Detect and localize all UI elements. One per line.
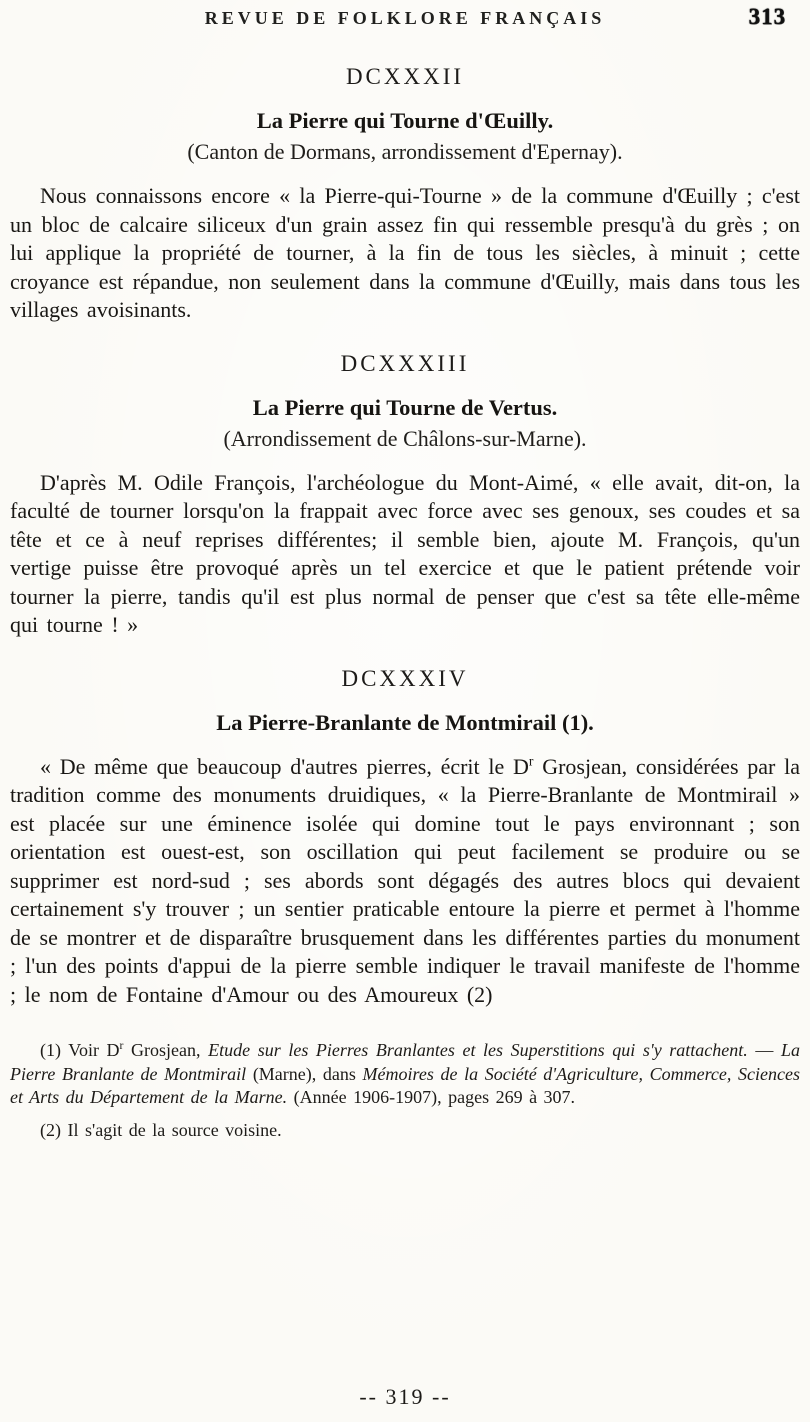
section-dcxxxiii (10, 351, 800, 640)
footnote-work-title: Etude sur les Pierres Branlantes et les Superstitions qui s'y rattachent. (208, 1040, 748, 1060)
section-title: La Pierre qui Tourne de Vertus. (252, 394, 558, 420)
footnote-text: (Marne), dans (246, 1063, 363, 1084)
header-page-number: 313 (748, 4, 786, 29)
footnote-1 (10, 1039, 800, 1110)
footnote-work-title: Mémoires de la Société d'Agriculture, Commerce, Sciences et Arts du Département de la Marne. (10, 1063, 800, 1107)
footnotes-block (10, 1039, 800, 1142)
section-subtitle: (Canton de Dormans, arrondissement d'Epernay). (187, 139, 623, 164)
footnote-text: Grosjean, (123, 1040, 209, 1060)
section-title: La Pierre qui Tourne d'Œuilly. (256, 108, 554, 133)
superscript-r: r (119, 1039, 124, 1052)
superscript-r: r (528, 753, 534, 769)
paragraph: D'après M. Odile François, l'archéologue du Mont-Aimé, « elle avait, dit-on, la faculté de tourner lorsqu'on la frappait avec force avec ses genoux, ses coudes et sa tête et ce à neuf reprises différentes; il semble bien, ajoute M. François, qu'un vertige puisse être provoqué après un tel exercice et que le patient prétende voir tourner la pierre, tandis qu'il est plus normal de penser que c'est sa tête elle-même qui tourne ! » (10, 469, 800, 637)
running-header (10, 4, 800, 38)
section-dcxxxiv (10, 666, 800, 1010)
footnote-text: — (747, 1040, 781, 1060)
paragraph-text: Grosjean, considérées par la tradition comme des monuments druidiques, « la Pierre-Branlante de Montmirail » est placée sur une éminence isolée qui domine tout le pays environnant ; son orientation est ouest-est, son oscillation qui peut facilement se produire ou se supprimer est nord-sud ; ses abords sont dégagés des autres blocs qui devaient certainement s'y trouver ; un sentier praticable entoure la pierre et permet à l'homme de se montrer et de disparaître brusquement dans les différentes parties du monument ; l'un des points d'appui de la pierre semble indiquer le travail manifeste de l'homme ; le nom de Fontaine d'Amour ou des Amoureux (2) (10, 753, 800, 1007)
paragraph: Nous connaissons encore « la Pierre-qui-Tourne » de la commune d'Œuilly ; c'est un bloc de calcaire siliceux d'un grain assez fin qui ressemble presqu'à du grès ; on lui applique la propriété de tourner, à la fin de tous les siècles, à minuit ; cette croyance est répandue, non seulement dans la commune d'Œuilly, mais dans tous les villages avoisinants. (10, 183, 800, 322)
footnote-text: (Année 1906-1907), pages 269 à 307. (287, 1087, 576, 1107)
journal-title: REVUE DE FOLKLORE FRANÇAIS (204, 8, 606, 28)
section-subtitle: (Arrondissement de Châlons-sur-Marne). (223, 425, 587, 451)
footnote-work-title: La Pierre Branlante de Montmirail (10, 1040, 800, 1084)
footnote-text: (1) Voir D (40, 1040, 120, 1060)
footer-page-number: -- 319 -- (359, 1384, 451, 1409)
paragraph (10, 753, 800, 1010)
section-number: DCXXXIV (341, 665, 469, 691)
section-number: DCXXXII (345, 64, 465, 89)
section-number: DCXXXIII (340, 350, 470, 376)
paragraph-text: « De même que beaucoup d'autres pierres, écrit le D (40, 753, 529, 779)
section-title: La Pierre-Branlante de Montmirail (1). (216, 709, 594, 735)
footnote-2: (2) Il s'agit de la source voisine. (40, 1119, 282, 1140)
section-dcxxxii (10, 64, 800, 325)
